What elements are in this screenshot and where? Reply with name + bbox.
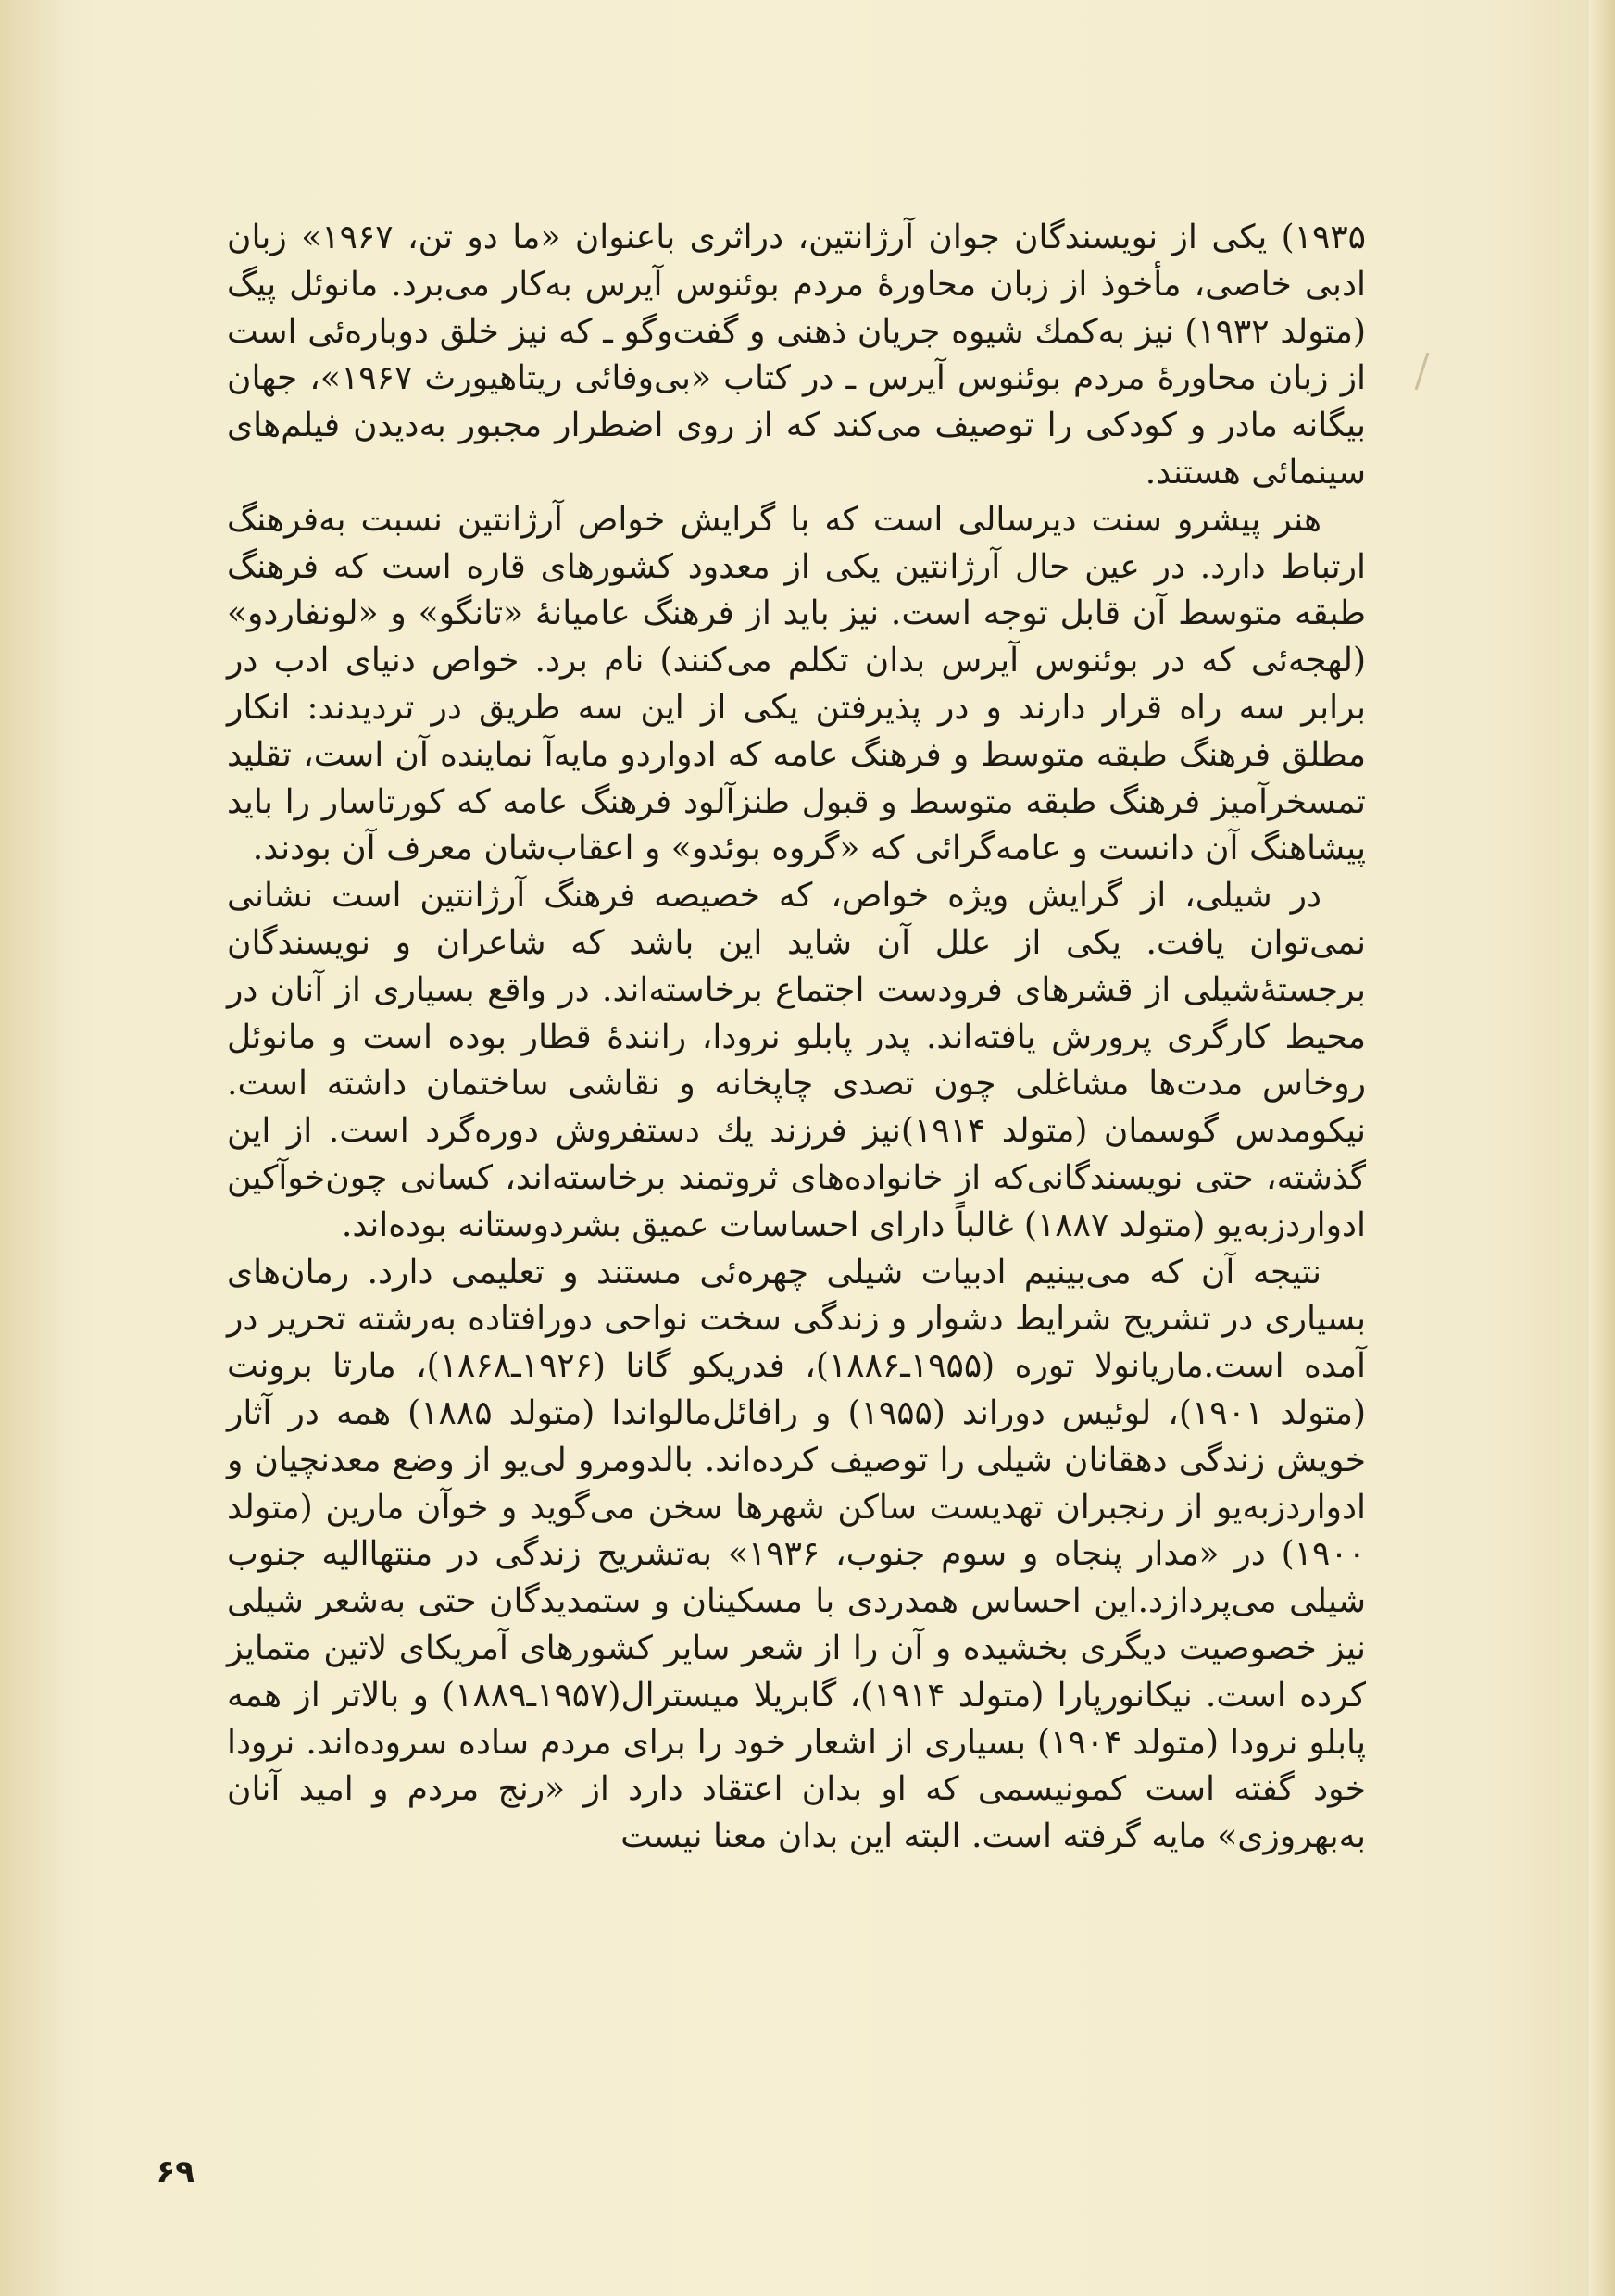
page-number: ۶۹ [156,2153,194,2190]
page-left-shadow [0,0,65,2296]
paragraph-2: هنر پیشرو سنت دیرسالی است که با گرایش خواص آرژانتین نسبت به‌فرهنگ ارتباط دارد. در عین حال آرژانتین یکی از معدود کشورهای قاره است که فرهنگ طبقه متوسط آن قابل توجه است. نیز باید از فرهنگ عامیانهٔ «تانگو» و «لونفاردو» (لهجه‌ئی که در بوئنوس آیرس بدان تکلم می‌کنند) نام برد. خواص دنیای ادب در برابر سه راه قرار دارند و در پذیرفتن یکی از این سه طریق در تردیدند: انکار مطلق فرهنگ طبقه متوسط و فرهنگ عامه که ادواردو مایه‌آ نماینده آن است، تقلید تمسخرآمیز فرهنگ طبقه متوسط و قبول طنزآلود فرهنگ عامه که کورتاسار را باید پیشاهنگ آن دانست و عامه‌گرائی که «گروه بوئدو» و اعقاب‌شان معرف آن بودند. [227,500,1366,868]
page-right-edge [1589,0,1615,2296]
margin-pencil-mark [1415,353,1430,391]
body-text [227,215,1366,1861]
paragraph-1: ۱۹۳۵) یکی از نویسندگان جوان آرژانتین، دراثری باعنوان «ما دو تن، ۱۹۶۷» زبان ادبی خاصی، مأخوذ از زبان محاورهٔ مردم بوئنوس آیرس به‌کار می‌برد. مانوئل پیگ (متولد ۱۹۳۲) نیز به‌کمك شیوه جریان ذهنی و گفت‌وگو ـ که نیز خلق دوباره‌ئی است از زبان محاورهٔ مردم بوئنوس آیرس ـ در کتاب «بی‌وفائی ریتاهیورث ۱۹۶۷»، جهان بیگانه مادر و کودکی را توصیف می‌کند که از روی اضطرار مجبور به‌دیدن فیلم‌های سینمائی هستند. [227,218,1366,492]
paragraph-3: در شیلی، از گرایش ویژه خواص، که خصیصه فرهنگ آرژانتین است نشانی نمی‌توان یافت. یکی از علل آن شاید این باشد که شاعران و نویسندگان برجستهٔ‌شیلی از قشرهای فرودست اجتماع برخاسته‌اند. در واقع بسیاری از آنان در محیط کارگری پرورش یافته‌اند. پدر پابلو نرودا، رانندهٔ قطار بوده است و مانوئل روخاس مدت‌ها مشاغلی چون تصدی چاپخانه و نقاشی ساختمان داشته است. نیکومدس گوسمان (متولد ۱۹۱۴)نیز فرزند یك دستفروش دوره‌گرد است. از این گذشته، حتی نویسندگانی‌که از خانواده‌های ثروتمند برخاسته‌اند، کسانی چون‌خوآکین ادواردز‌به‌یو (متولد ۱۸۸۷) غالباً دارای احساسات عمیق بشردوستانه بوده‌اند. [227,877,1367,1244]
paragraph-4: نتیجه آن که می‌بینیم ادبیات شیلی چهره‌ئی مستند و تعلیمی دارد. رمان‌های بسیاری در تشریح شرایط دشوار و زندگی سخت نواحی دورافتاده به‌رشته تحریر در آمده است.ماریانولا توره (۱۹۵۵ـ۱۸۸۶)، فدریکو گانا (۱۹۲۶ـ۱۸۶۸)، مارتا برونت (متولد ۱۹۰۱)، لوئیس دوراند (۱۹۵۵) و رافائل‌مالواندا (متولد ۱۸۸۵) همه در آثار خویش زندگی دهقانان شیلی را توصیف کرده‌اند. بالدومرو لی‌یو از وضع معدنچیان و ادواردز‌به‌یو از رنجبران تهدیست ساکن شهرها سخن می‌گوید و خوآن مارین (متولد ۱۹۰۰) در «مدار پنجاه و سوم جنوب، ۱۹۳۶» به‌تشریح زندگی در منتهاالیه جنوب شیلی می‌پردازد.این احساس همدردی با مسکینان و ستمدیدگان حتی به‌شعر شیلی نیز خصوصیت دیگری بخشیده و آن را از شعر سایر کشورهای آمریکای لاتین متمایز کرده است. نیکانورپارا (متولد ۱۹۱۴)، گابریلا میسترال(۱۹۵۷ـ۱۸۸۹) و بالاتر از همه پابلو نرودا (متولد ۱۹۰۴) بسیاری از اشعار خود را برای مردم ساده سروده‌اند. نرودا خود گفته است کمونیسمی که او بدان اعتقاد دارد از «رنج مردم و امید آنان به‌بهروزی» مایه گرفته است. البته این بدان معنا نیست [227,1253,1367,1856]
